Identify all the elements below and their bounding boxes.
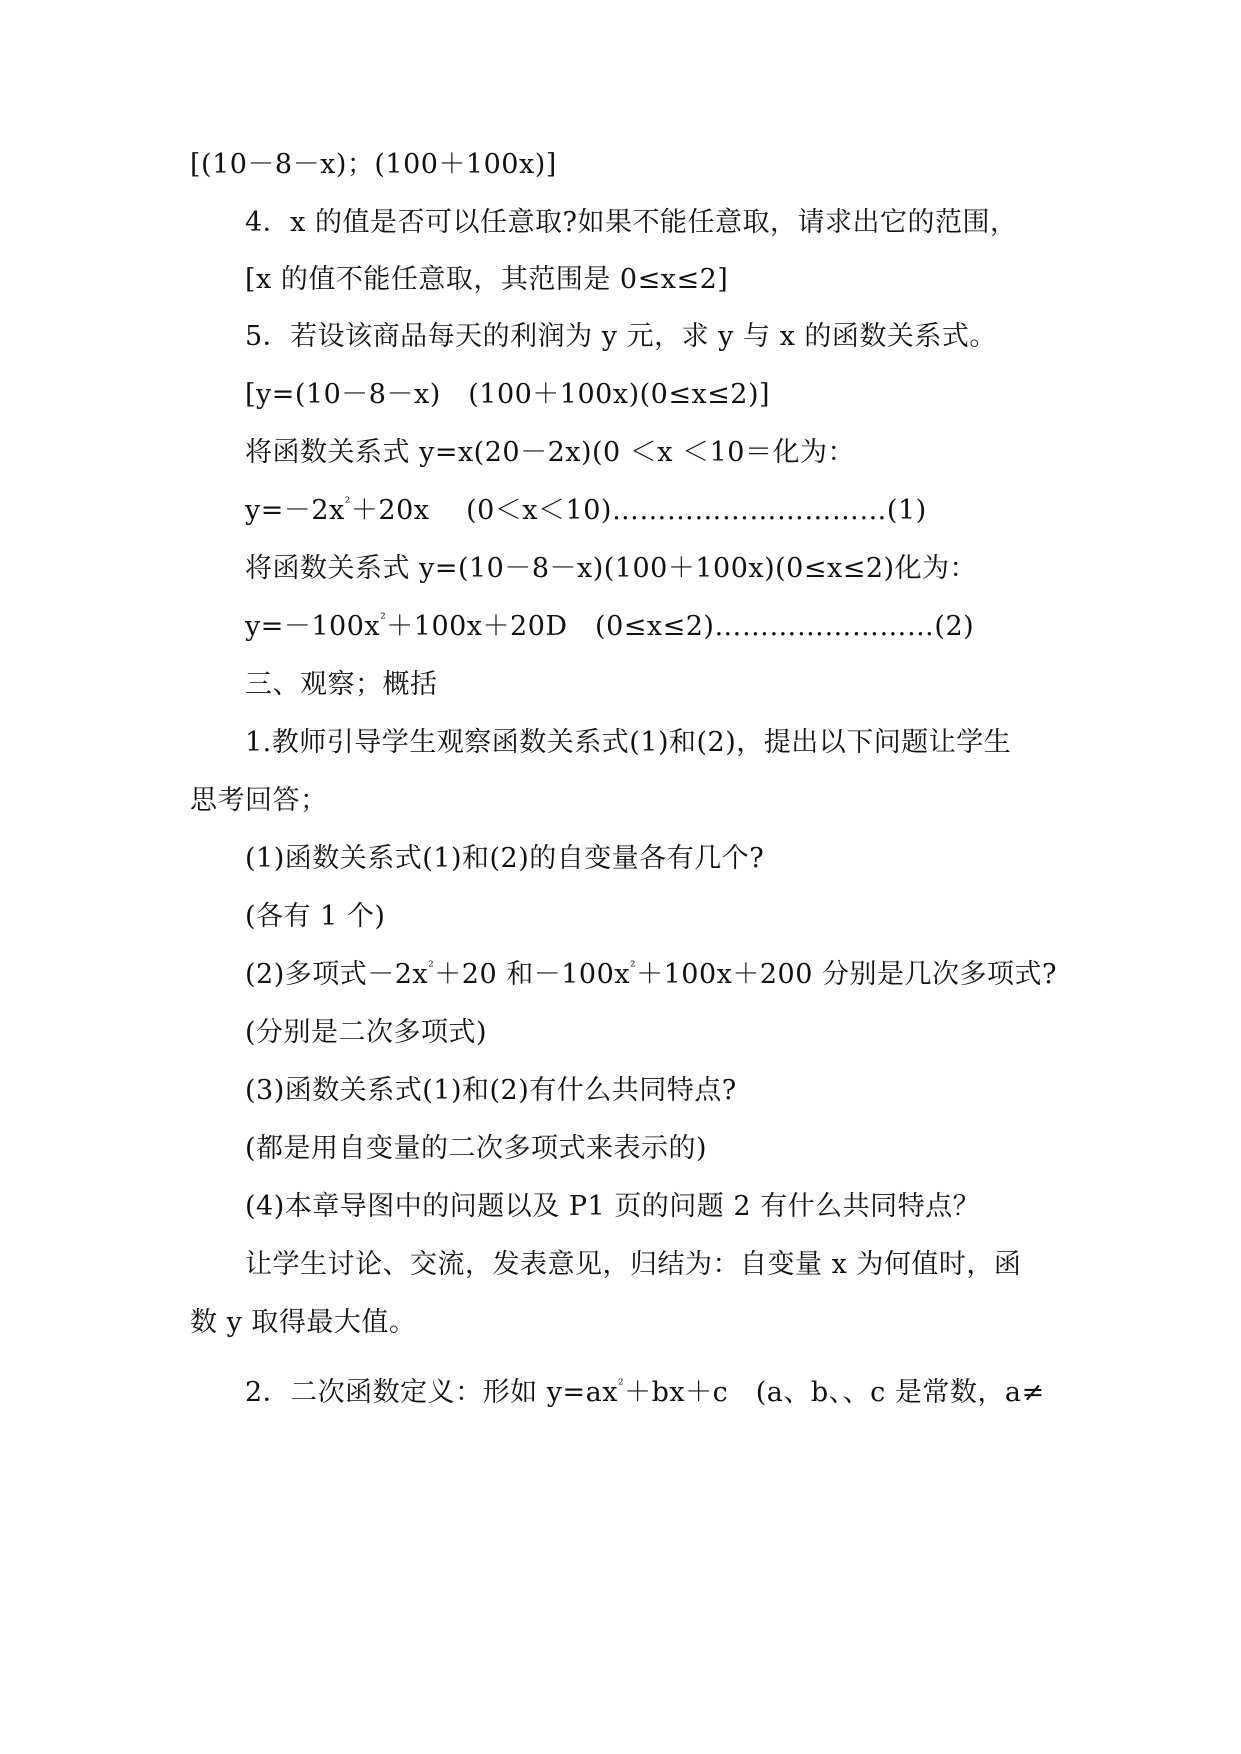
answer-2: (分别是二次多项式) bbox=[245, 1017, 488, 1048]
equation-2-part-b: ＋100x＋20D (0≤x≤2)……………………(2) bbox=[386, 611, 975, 642]
equation-1-part-b: ＋20x (0＜x＜10)…………………………(1) bbox=[350, 495, 927, 526]
definition-part-b: ＋bx＋c (a、b、、c 是常数，a≠ bbox=[624, 1377, 1045, 1408]
text-line-4: 5．若设该商品每天的利润为 y 元，求 y 与 x 的函数关系式。 bbox=[245, 321, 997, 352]
text-line-6: 将函数关系式 y=x(20－2x)(0 ＜x ＜10＝化为： bbox=[245, 437, 855, 468]
text-line-11: 1.教师引导学生观察函数关系式(1)和(2)，提出以下问题让学生 bbox=[245, 727, 1012, 758]
question-2-part-b: ＋20 和－100x bbox=[434, 959, 630, 990]
definition-superscript: ² bbox=[617, 1377, 625, 1393]
text-line-20: 让学生讨论、交流，发表意见，归结为：自变量 x 为何值时，函 bbox=[245, 1249, 1022, 1280]
section-heading: 三、观察；概括 bbox=[245, 669, 438, 700]
question-2-part-c: ＋100x＋200 分别是几次多项式? bbox=[636, 959, 1057, 990]
definition-line bbox=[245, 1376, 1045, 1410]
equation-2-superscript: ² bbox=[380, 611, 387, 627]
question-2-superscript-2: ² bbox=[629, 959, 637, 975]
question-3: (3)函数关系式(1)和(2)有什么共同特点? bbox=[245, 1075, 737, 1106]
question-2 bbox=[245, 958, 1057, 992]
definition-part-a: 2．二次函数定义：形如 y=ax bbox=[245, 1377, 618, 1408]
equation-1-part-a: y=－2x bbox=[245, 495, 345, 526]
text-line-21: 数 y 取得最大值。 bbox=[190, 1307, 417, 1338]
text-line-8: 将函数关系式 y=(10－8－x)(100＋100x)(0≤x≤2)化为： bbox=[245, 553, 978, 584]
equation-2-part-a: y=－100x bbox=[245, 611, 381, 642]
answer-1: (各有 1 个) bbox=[245, 901, 386, 932]
equation-1-superscript: ² bbox=[344, 495, 351, 511]
text-line-5: [y=(10－8－x) (100＋100x)(0≤x≤2)] bbox=[245, 379, 771, 410]
answer-3: (都是用自变量的二次多项式来表示的) bbox=[245, 1133, 708, 1164]
equation-line-2 bbox=[245, 610, 974, 644]
question-1: (1)函数关系式(1)和(2)的自变量各有几个? bbox=[245, 843, 765, 874]
question-4: (4)本章导图中的问题以及 P1 页的问题 2 有什么共同特点？ bbox=[245, 1191, 981, 1222]
text-line-12: 思考回答； bbox=[190, 785, 328, 816]
question-2-part-a: (2)多项式－2x bbox=[245, 959, 429, 990]
text-line-3: [x 的值不能任意取，其范围是 0≤x≤2] bbox=[245, 264, 729, 295]
equation-line-1 bbox=[245, 494, 927, 528]
text-line-2: 4．x 的值是否可以任意取?如果不能任意取，请求出它的范围， bbox=[245, 207, 1018, 238]
question-2-superscript-1: ² bbox=[428, 959, 435, 975]
text-line-1: [(10－8－x)；(100＋100x)] bbox=[190, 149, 557, 180]
